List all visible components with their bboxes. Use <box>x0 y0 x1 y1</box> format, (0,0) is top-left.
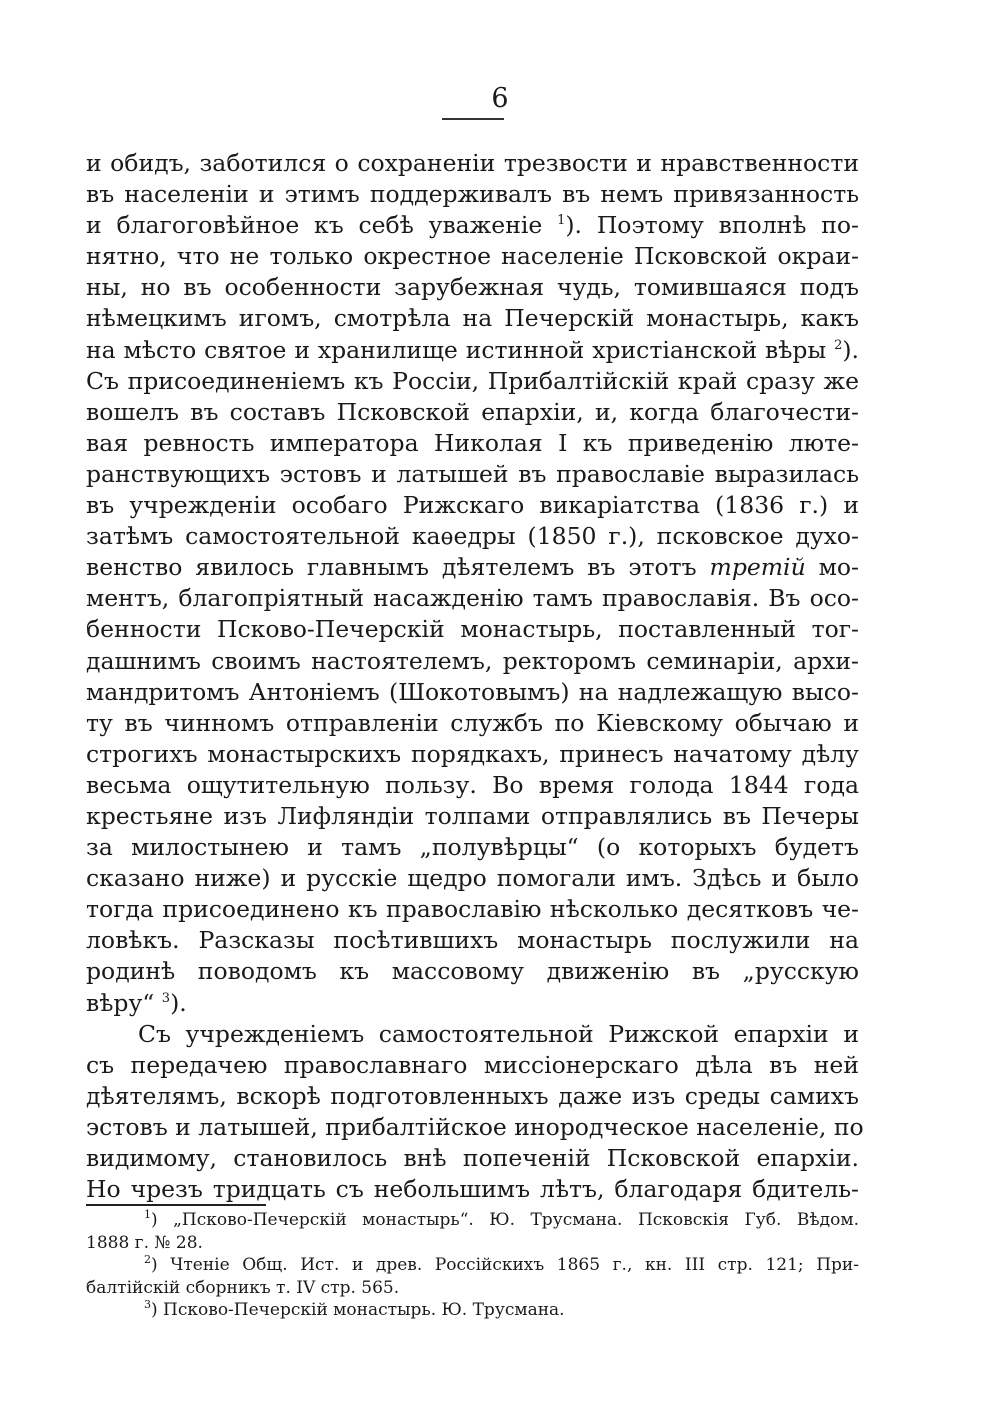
page-number: 6 <box>491 83 509 114</box>
text-line: и обидъ, заботился о сохраненіи трезвости и нравственности <box>86 149 859 177</box>
text-line: крестьяне изъ Лифляндіи толпами отправлялись въ Печеры <box>86 801 859 830</box>
text-line: родинѣ поводомъ къ массовому движенію въ „русскую <box>86 957 859 986</box>
footnote-marker: 1 <box>144 1208 151 1221</box>
text-line: ментъ, благопріятный насажденію тамъ православія. Въ осо- <box>86 584 859 613</box>
text-line: за милостынею и тамъ „полувѣрцы“ (о которыхъ будетъ <box>86 833 859 862</box>
text-line <box>86 552 859 583</box>
text-segment: Поэтому вполнѣ по- <box>596 211 859 240</box>
text-line: ны, но въ особенности зарубежная чудь, томившаяся подъ <box>86 273 859 302</box>
text-line: Съ присоединеніемъ къ Россіи, Прибалтійскій край сразу же <box>86 366 859 395</box>
text-segment: венство явилось главнымъ дѣятелемъ въ этотъ <box>86 553 697 582</box>
footnote-2-cont: балтійскій сборникъ т. IV стр. 565. <box>86 1277 400 1298</box>
footnote-2 <box>86 1254 859 1277</box>
text-line: вошелъ въ составъ Псковской епархіи, и, когда благочести- <box>86 397 859 426</box>
text-line <box>86 988 859 1019</box>
text-line <box>86 335 859 366</box>
footnote-ref: 2 <box>834 337 843 353</box>
text-line: ловѣкъ. Разсказы посѣтившихъ монастырь послужили на <box>86 926 859 955</box>
footnote-text: ) „Псково-Печерскій монастырь“. Ю. Трусмана. Псковскія Губ. Вѣдом. <box>151 1210 859 1230</box>
footnote-1 <box>86 1209 859 1232</box>
text-line: бенности Псково-Печерскій монастырь, поставленный тог- <box>86 615 859 644</box>
text-line: нѣмецкимъ игомъ, смотрѣла на Печерскій монастырь, какъ <box>86 304 859 333</box>
text-segment: на мѣсто святое и хранилище истинной христіанской вѣры <box>86 335 827 364</box>
footnote-marker: 2 <box>144 1253 151 1267</box>
footnote-3 <box>86 1299 859 1322</box>
text-line: ранствующихъ эстовъ и латышей въ православіе выразилась <box>86 459 859 488</box>
text-line: эстовъ и латышей, прибалтійское инородческое населеніе, по <box>86 1112 864 1141</box>
text-line: дашнимъ своимъ настоятелемъ, ректоромъ семинаріи, архи- <box>86 646 859 675</box>
text-line: ту въ чинномъ отправленіи службъ по Кіевскому обычаю и <box>86 708 859 737</box>
text-segment: ). <box>170 988 187 1017</box>
text-line: мандритомъ Антоніемъ (Шокотовымъ) на надлежащую высо- <box>86 677 859 706</box>
text-segment: мо- <box>818 553 859 582</box>
footnote-1-cont: 1888 г. № 28. <box>86 1232 203 1253</box>
footnote-ref: 1 <box>557 213 566 229</box>
body-text <box>86 148 864 1205</box>
text-line: въ населеніи и этимъ поддерживалъ въ немъ привязанность <box>86 180 859 209</box>
text-line: сказано ниже) и русскіе щедро помогали имъ. Здѣсь и было <box>86 864 859 893</box>
text-line: и благоговѣйное къ себѣ уваженіе $^1$). Поэтому вполнѣ по- <box>86 211 859 240</box>
text-line: вая ревность императора Николая I къ приведенію люте- <box>86 428 859 457</box>
footnote-text: ) Псково-Печерскій монастырь. Ю. Трусмана. <box>151 1300 565 1321</box>
text-line: весьма ощутительную пользу. Во время голода 1844 года <box>86 770 859 799</box>
footnote-ref: 3 <box>161 990 171 1006</box>
text-line: видимому, становилось внѣ попеченій Псковской епархіи. <box>86 1144 859 1172</box>
footnote-marker: 3 <box>144 1298 151 1312</box>
footnotes <box>86 1209 859 1322</box>
footnote-text: ) Чтеніе Общ. Ист. и древ. Россійскихъ 1865 г., кн. III стр. 121; При- <box>151 1255 859 1276</box>
text-line: строгихъ монастырскихъ порядкахъ, принесъ начатому дѣлу <box>86 739 859 768</box>
text-line: нятно, что не только окрестное населеніе Псковской окраи- <box>86 242 859 271</box>
text-line: Съ учрежденіемъ самостоятельной Рижской епархіи и <box>138 1019 859 1048</box>
text-line: въ учрежденіи особаго Рижскаго викаріатства (1836 г.) и <box>86 491 859 520</box>
text-segment: ). <box>842 335 859 364</box>
text-line: тогда присоединено къ православію нѣсколько десятковъ че- <box>86 895 859 924</box>
italic-word: третій <box>709 553 806 582</box>
text-line: Но чрезъ тридцать съ небольшимъ лѣтъ, благодаря бдитель- <box>86 1175 859 1204</box>
text-line: дѣятелямъ, вскорѣ подготовленныхъ даже изъ среды самихъ <box>86 1081 859 1110</box>
page-number-underline <box>442 118 504 120</box>
text-segment: вѣру“ <box>86 988 155 1017</box>
text-line: затѣмъ самостоятельной каѳедры (1850 г.), псковское духо- <box>86 522 859 551</box>
text-line: съ передачею православнаго миссіонерскаго дѣла въ ней <box>86 1050 859 1079</box>
footnote-divider <box>86 1204 266 1206</box>
text-segment: и благоговѣйное къ себѣ уваженіе <box>86 211 543 240</box>
